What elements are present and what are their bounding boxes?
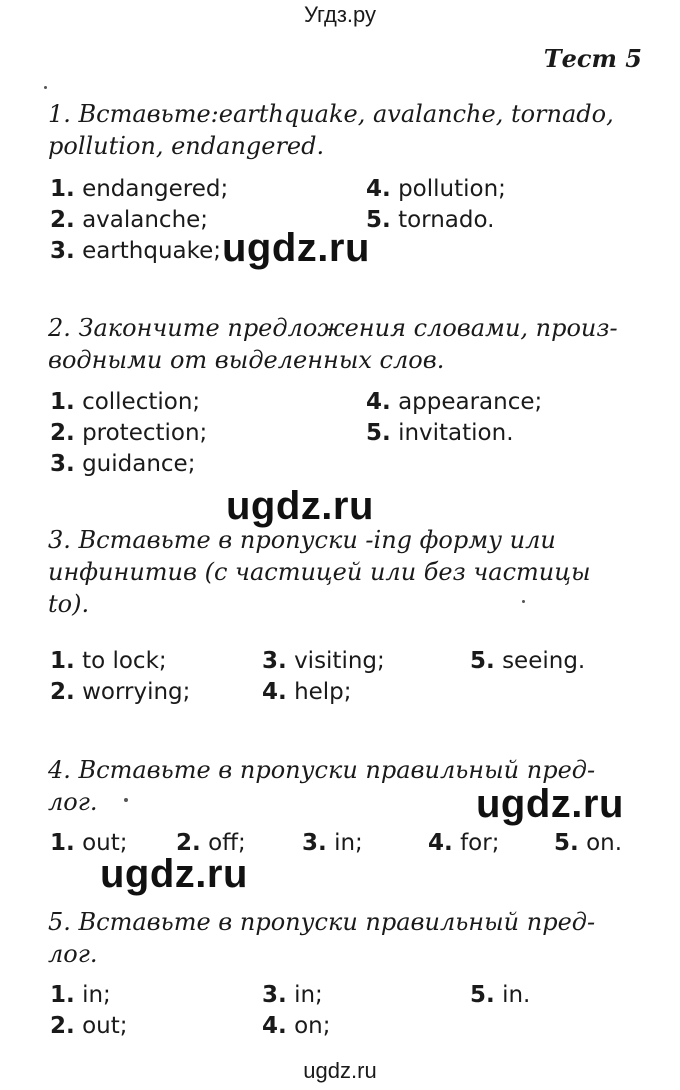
site-header: Угдз.ру <box>303 2 377 27</box>
task-5-instruction <box>48 906 638 970</box>
task-4-answer-1: 1. out; <box>50 830 128 856</box>
task-4-answer-3: 3. in; <box>302 830 363 856</box>
task-3-instruction <box>48 524 638 620</box>
task-2-answer-1: 1. collection; <box>50 389 201 415</box>
task-1-answer-5: 5. tornado. <box>366 207 495 233</box>
watermark: ugdz.ru <box>476 782 624 826</box>
task-4-answer-2: 2. off; <box>176 830 246 856</box>
task-5-answer-2: 2. out; <box>50 1013 128 1039</box>
site-footer: ugdz.ru <box>303 1058 377 1083</box>
speck <box>44 86 47 89</box>
instruction-line: 4. Вставьте в пропуски правильный пред- <box>48 756 596 784</box>
task-1-answer-4: 4. pollution; <box>366 176 506 202</box>
test-title: Тест 5 <box>543 44 642 73</box>
speck <box>124 798 128 802</box>
instruction-line: 5. Вставьте в пропуски правильный пред- <box>48 908 596 936</box>
task-1-answer-2: 2. avalanche; <box>50 207 209 233</box>
instruction-line: инфинитив (с частицей или без частицы <box>48 558 591 586</box>
task-4-answer-5: 5. on. <box>554 830 623 856</box>
task-4-answer-4: 4. for; <box>428 830 500 856</box>
task-3-answer-3: 3. visiting; <box>262 648 385 674</box>
instruction-line: лог. <box>48 940 98 968</box>
task-3-answer-1: 1. to lock; <box>50 648 167 674</box>
task-1-answer-1: 1. endangered; <box>50 176 229 202</box>
instruction-line: 1. Вставьте:earthquake, avalanche, tornado, <box>48 100 614 128</box>
instruction-line: 2. Закончите предложения словами, произ- <box>48 314 618 342</box>
watermark: ugdz.ru <box>226 484 374 528</box>
task-1-answer-3: 3. earthquake; <box>50 238 222 264</box>
task-2-instruction <box>48 312 638 376</box>
speck <box>522 600 525 603</box>
task-3-answer-2: 2. worrying; <box>50 679 191 705</box>
instruction-line: водными от выделенных слов. <box>48 346 445 374</box>
task-3-answer-5: 5. seeing. <box>470 648 586 674</box>
task-3-answer-4: 4. help; <box>262 679 352 705</box>
instruction-line: to). <box>48 590 90 618</box>
task-5-answer-3: 3. in; <box>262 982 323 1008</box>
watermark: ugdz.ru <box>100 852 248 896</box>
task-5-answer-1: 1. in; <box>50 982 111 1008</box>
task-1-instruction <box>48 98 638 162</box>
task-2-answer-4: 4. appearance; <box>366 389 543 415</box>
task-5-answer-5: 5. in. <box>470 982 531 1008</box>
task-2-answer-3: 3. guidance; <box>50 451 196 477</box>
task-2-answer-5: 5. invitation. <box>366 420 514 446</box>
instruction-line: 3. Вставьте в пропуски -ing форму или <box>48 526 556 554</box>
task-5-answer-4: 4. on; <box>262 1013 331 1039</box>
instruction-line: pollution, endangered. <box>48 132 325 160</box>
instruction-line: лог. <box>48 788 98 816</box>
task-2-answer-2: 2. protection; <box>50 420 208 446</box>
watermark: ugdz.ru <box>222 226 370 270</box>
